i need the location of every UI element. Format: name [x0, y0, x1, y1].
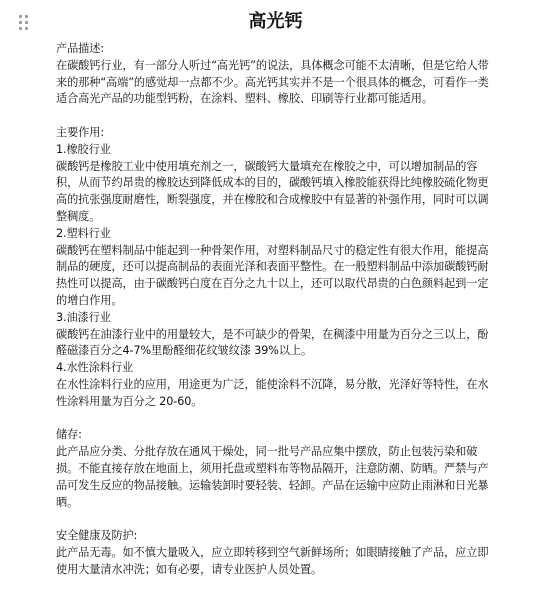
paragraph-gap	[56, 108, 498, 125]
use-heading-rubber: 1.橡胶行业	[56, 142, 111, 156]
use-text-paint: 碳酸钙在油漆行业中的用量较大，是不可缺少的骨架，在稠漆中用量为百分之三以上，酚醛磁漆百分之4-7%里酚醛细花纹皱纹漆 39%以上。	[56, 327, 489, 358]
use-text-rubber: 碳酸钙是橡胶工业中使用填充剂之一，碳酸钙大量填充在橡胶之中，可以增加制品的容积，从而节约昂贵的橡胶达到降低成本的目的，碳酸钙填入橡胶能获得比纯橡胶硫化物更高的抗张强度耐磨性，断裂强度，并在橡胶和合成橡胶中有显著的补强作用，同时可以调整稠度。	[56, 159, 489, 223]
page-title: 高光钙	[248, 11, 303, 32]
use-heading-plastic: 2.塑料行业	[56, 226, 111, 240]
storage-text: 此产品应分类、分批存放在通风干燥处，同一批号产品应集中摆放，防止包装污染和破损。不能直接存放在地面上，须用托盘或塑料布等物品隔开，注意防潮、防晒。严禁与产品可发生反应的物品接触。运输装卸时要轻装、轻卸。产品在运输中应防止雨淋和日光暴晒。	[56, 445, 489, 509]
use-heading-paint: 3.油漆行业	[56, 310, 111, 324]
use-text-plastic: 碳酸钙在塑料制品中能起到一种骨架作用，对塑料制品尺寸的稳定性有很大作用，能提高制品的硬度，还可以提高制品的表面光泽和表面平整性。在一般塑料制品中添加碳酸钙耐热性可以提高，由于碳酸钙白度在百分之九十以上，还可以取代昂贵的白色颜料起到一定的增白作用。	[56, 243, 489, 307]
paragraph-gap	[56, 511, 498, 528]
description-heading: 产品描述:	[56, 42, 105, 55]
use-heading-waterborne-coating: 4.水性涂料行业	[56, 361, 133, 375]
storage-heading: 储存:	[56, 428, 82, 442]
description-text: 在碳酸钙行业，有一部分人听过“高光钙”的说法，具体概念可能不太清晰，但是它给人带来的那种“高端”的感觉却一点都不少。高光钙其实并不是一个很具体的概念，可看作一类适合高光产品的功能型钙粉，在涂料、塑料、橡胶、印刷等行业都可能适用。	[56, 58, 489, 106]
safety-heading: 安全健康及防护:	[56, 529, 138, 543]
uses-heading: 主要作用:	[56, 125, 105, 139]
paragraph-gap	[56, 411, 498, 428]
use-text-waterborne-coating: 在水性涂料行业的应用，用途更为广泛，能使涂料不沉降，易分散，光泽好等特性，在水性涂料用量为百分之 20-60。	[56, 377, 489, 408]
document-body	[56, 41, 498, 579]
safety-text: 此产品无毒。如不慎大量吸入，应立即转移到空气新鲜场所；如眼睛接触了产品，应立即使用大量清水冲洗；如有必要，请专业医护人员处置。	[56, 545, 489, 576]
